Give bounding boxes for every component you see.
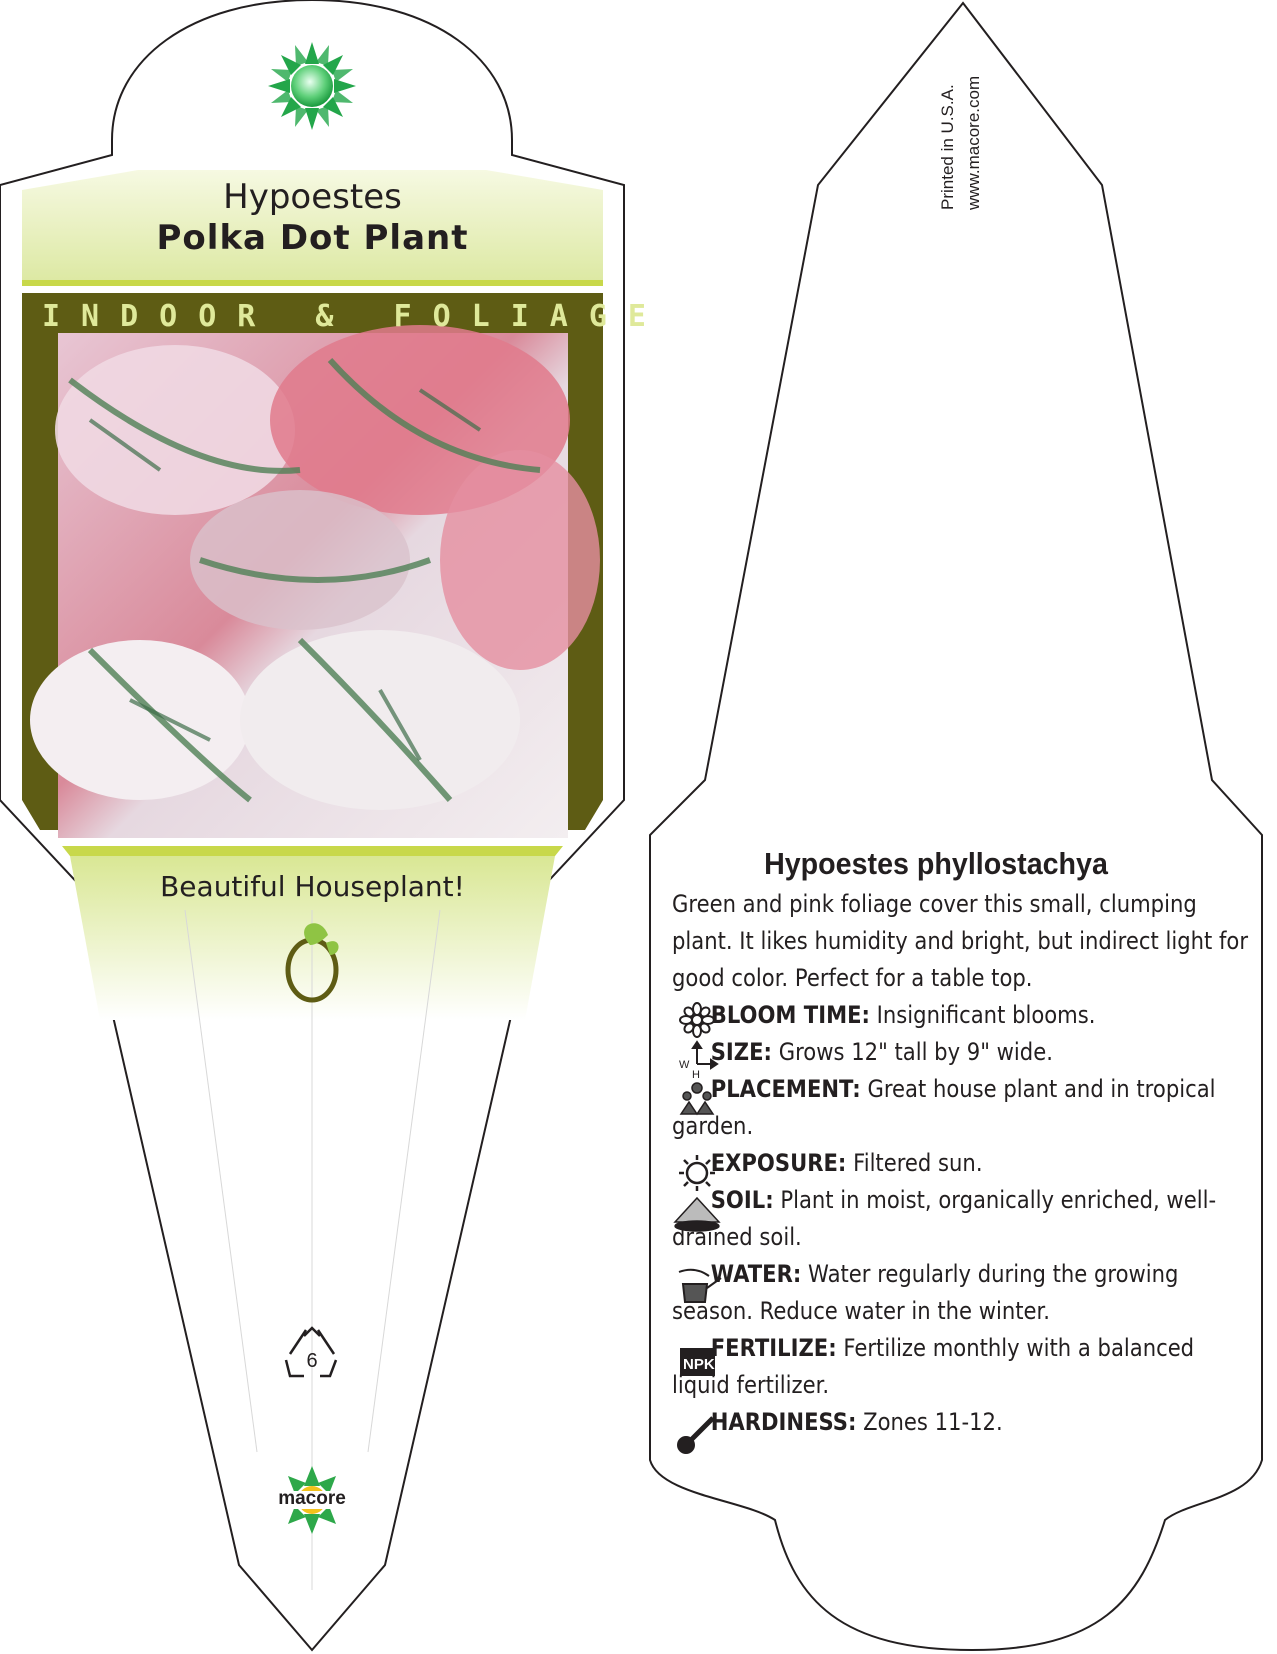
attr-bloom bbox=[672, 997, 1257, 1034]
attr-label: FERTILIZE: bbox=[710, 1334, 837, 1362]
attr-soil bbox=[672, 1182, 1257, 1256]
attr-label: PLACEMENT: bbox=[710, 1075, 861, 1103]
attr-water bbox=[672, 1256, 1257, 1330]
care-info bbox=[672, 845, 1257, 1441]
npk-icon-text: NPK bbox=[683, 1356, 715, 1373]
genus-title: Hypoestes bbox=[223, 177, 402, 217]
attr-hardiness bbox=[672, 1404, 1257, 1441]
attr-label: HARDINESS: bbox=[710, 1408, 857, 1436]
sunburst-logo bbox=[268, 42, 356, 130]
size-icon-w: W bbox=[679, 1059, 690, 1071]
attr-label: EXPOSURE: bbox=[710, 1149, 847, 1177]
printed-in: Printed in U.S.A. bbox=[938, 84, 957, 210]
botanical-name: Hypoestes phyllostachya bbox=[764, 846, 1108, 881]
printed-credit bbox=[935, 76, 987, 210]
lime-rule bbox=[22, 280, 603, 286]
attr-text: Zones 11-12. bbox=[863, 1408, 1003, 1436]
description: Green and pink foliage cover this small, clumping plant. It likes humidity and bright, but indirect light for good color. Perfect for a table top. bbox=[672, 890, 1249, 992]
common-name-title: Polka Dot Plant bbox=[156, 218, 469, 258]
attr-placement bbox=[672, 1071, 1257, 1145]
attr-text: Fertilize monthly with a balanced liquid fertilizer. bbox=[672, 1334, 1195, 1399]
attr-text: Plant in moist, organically enriched, well-drained soil. bbox=[672, 1186, 1217, 1251]
attr-size bbox=[672, 1034, 1257, 1071]
attr-label: WATER: bbox=[710, 1260, 802, 1288]
attr-label: SIZE: bbox=[710, 1038, 772, 1066]
attr-label: BLOOM TIME: bbox=[710, 1001, 870, 1029]
attr-text: Water regularly during the growing season. Reduce water in the winter. bbox=[672, 1260, 1179, 1325]
brand-name: macore bbox=[278, 1488, 346, 1509]
attr-exposure bbox=[672, 1145, 1257, 1182]
attr-label: SOIL: bbox=[710, 1186, 774, 1214]
attr-text: Great house plant and in tropical garden. bbox=[672, 1075, 1216, 1140]
category-banner: INDOOR & FOLIAGE bbox=[42, 299, 667, 334]
size-icon-h: H bbox=[692, 1069, 700, 1081]
attr-text: Insignificant blooms. bbox=[876, 1001, 1096, 1029]
recycle-code: 6 bbox=[306, 1350, 318, 1372]
tagline: Beautiful Houseplant! bbox=[160, 870, 465, 903]
lime-rule-lower bbox=[62, 846, 563, 856]
website: www.macore.com bbox=[964, 75, 983, 210]
plant-photo bbox=[30, 325, 600, 838]
attr-text: Filtered sun. bbox=[853, 1149, 983, 1177]
attr-text: Grows 12" tall by 9" wide. bbox=[778, 1038, 1053, 1066]
attr-fertilize bbox=[672, 1330, 1257, 1404]
